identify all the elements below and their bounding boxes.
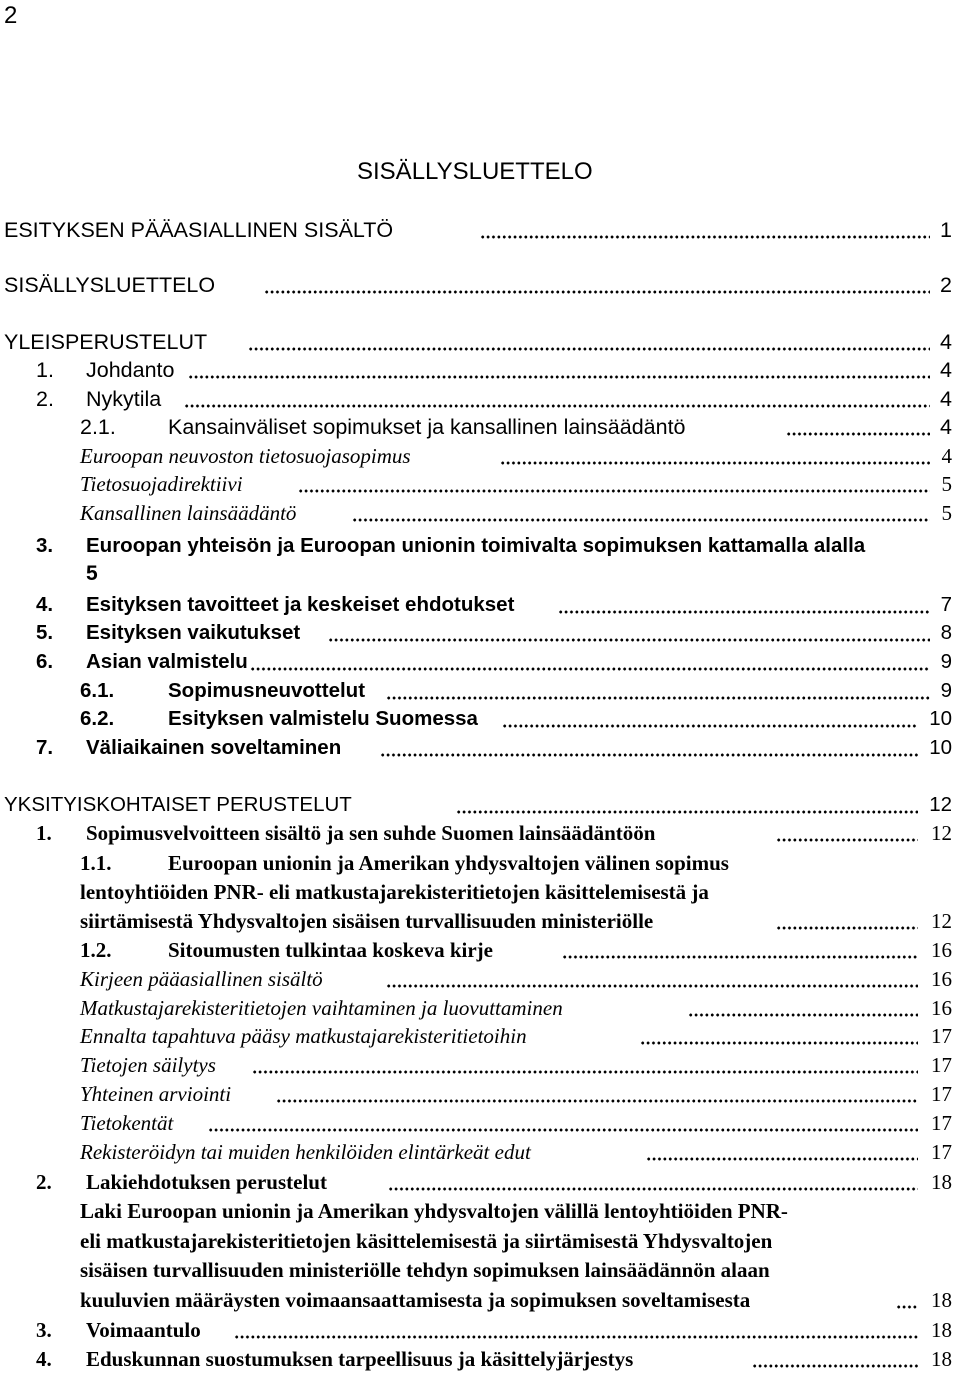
toc-entry [0,1052,960,1078]
toc-entry-page: 18 [931,1347,952,1371]
toc-entry [0,850,960,934]
toc-leader-dots [252,1052,918,1078]
toc-entry-number: 3. [36,1318,52,1342]
toc-entry-page: 9 [940,650,952,673]
toc-entry-page: 18 [931,1170,952,1194]
toc-entry-number: 2. [36,387,54,411]
toc-entry-number: 1. [36,358,54,382]
toc-entry [0,1346,960,1372]
toc-entry-label: Rekisteröidyn tai muiden henkilöiden elintärkeät edut [80,1140,531,1164]
toc-entry-number: 7. [36,736,54,759]
toc-entry-label: Voimaantulo [86,1318,201,1342]
toc-entry-page: 17 [931,1111,952,1135]
toc-leader-dots [380,735,918,761]
toc-entry-page: 16 [931,938,952,962]
toc-leader-dots [386,966,918,992]
toc-entry-page: 12 [929,793,952,816]
toc-leader-dots [646,1139,918,1165]
toc-entry-number: 1. [36,821,52,845]
toc-entry-page: 17 [931,1024,952,1048]
toc-entry [0,706,960,732]
toc-entry-label: Euroopan neuvoston tietosuojasopimus [80,444,411,468]
toc-leader-dots [184,386,930,412]
toc-entry [0,1023,960,1049]
toc-entry-label: Lakiehdotuksen perustelut [86,1170,327,1194]
toc-entry-number: 6. [36,650,54,673]
toc-entry-label: Tietosuojadirektiivi [80,472,243,496]
toc-entry-page: 4 [940,358,952,382]
toc-entry-number: 1.1. [80,851,112,875]
toc-entry-page: 16 [931,967,952,991]
toc-entry [0,386,960,412]
toc-entry-number: 1.2. [80,938,112,962]
toc-leader-dots [500,443,930,469]
toc-entry-number: 2.1. [80,415,116,439]
toc-entry-page: 4 [940,415,952,439]
toc-entry [0,592,960,618]
toc-leader-dots [208,1110,918,1136]
toc-leader-dots [386,678,930,704]
toc-entry [0,620,960,646]
toc-entry [0,1169,960,1195]
toc-entry-label: Sopimusvelvoitteen sisältö ja sen suhde Suomen lainsäädäntöön [86,821,656,845]
toc-entry-number: 4. [36,1347,52,1371]
page-number: 2 [4,2,18,29]
toc-entry [0,1139,960,1165]
toc-entry-number: 5. [36,621,54,644]
toc-entry-page: 17 [931,1140,952,1164]
toc-entry-label: Ennalta tapahtuva pääsy matkustajarekisteritietoihin [80,1024,527,1048]
toc-leader-dots [752,1346,918,1372]
toc-entry-page: 8 [940,621,952,644]
toc-entry [0,1317,960,1343]
toc-entry [0,649,960,675]
toc-leader-dots [248,329,930,355]
toc-entry-number: 4. [36,593,54,616]
toc-leader-dots [776,908,918,934]
toc-entry-label-line3: sisäisen turvallisuuden ministeriölle tehdyn sopimuksen lainsäädännön alaan [80,1258,770,1282]
toc-entry [0,1081,960,1107]
toc-entry-label: Eduskunnan suostumuksen tarpeellisuus ja käsittelyjärjestys [86,1347,634,1371]
toc-entry [0,937,960,963]
toc-leader-dots [250,649,930,675]
toc-entry-label-line2: eli matkustajarekisteritietojen käsittelemisestä ja siirtämisestä Yhdysvaltojen [80,1229,773,1253]
toc-entry-number: 3. [36,534,54,557]
toc-leader-dots [264,272,930,298]
toc-entry [0,995,960,1021]
toc-entry-page: 4 [940,387,952,411]
toc-entry [0,735,960,761]
toc-entry-page: 5 [86,562,98,585]
toc-entry [0,217,960,243]
toc-entry-page: 5 [941,472,952,496]
toc-entry-page: 18 [931,1318,952,1342]
toc-title: SISÄLLYSLUETTELO [357,158,593,185]
toc-entry [0,678,960,704]
toc-entry-page: 7 [940,593,952,616]
toc-entry [0,533,960,589]
toc-entry-label: YKSITYISKOHTAISET PERUSTELUT [4,793,352,816]
toc-entry-page: 10 [929,707,952,730]
toc-entry-label: SISÄLLYSLUETTELO [4,273,216,297]
toc-entry-label: Esityksen vaikutukset [86,621,301,644]
toc-entry-label-line3: siirtämisestä Yhdysvaltojen sisäisen turvallisuuden ministeriölle [80,909,654,933]
toc-entry [0,329,960,355]
toc-leader-dots [456,792,918,818]
toc-entry [0,414,960,440]
toc-entry [0,357,960,383]
toc-leader-dots [688,995,918,1021]
toc-leader-dots [352,500,930,526]
toc-entry-number: 6.1. [80,679,115,702]
toc-entry-page: 4 [941,444,952,468]
toc-entry-label: Matkustajarekisteritietojen vaihtaminen ja luovuttaminen [80,996,563,1020]
toc-entry-label: Kansainväliset sopimukset ja kansallinen lainsäädäntö [168,415,686,439]
toc-entry-label: Nykytila [86,387,162,411]
toc-entry [0,966,960,992]
toc-entry-label: Euroopan unionin ja Amerikan yhdysvaltojen välinen sopimus [168,851,729,875]
toc-leader-dots [562,937,918,963]
toc-entry-page: 16 [931,996,952,1020]
toc-entry-label: ESITYKSEN PÄÄASIALLINEN SISÄLTÖ [4,218,394,242]
toc-leader-dots [502,706,918,732]
toc-entry-label: Tietokentät [80,1111,174,1135]
toc-entry [0,272,960,298]
toc-entry-number: 2. [36,1170,52,1194]
toc-entry-label: Kansallinen lainsäädäntö [80,501,297,525]
toc-entry [0,443,960,469]
toc-entry-number: 6.2. [80,707,115,730]
toc-entry-page: 2 [940,273,952,297]
toc-entry-label: Esityksen valmistelu Suomessa [168,707,478,730]
toc-leader-dots [276,1081,918,1107]
toc-entry [0,500,960,526]
toc-entry [0,792,960,818]
toc-entry-page: 4 [940,330,952,354]
toc-entry-label: Kirjeen pääasiallinen sisältö [80,967,323,991]
toc-entry-label: Sitoumusten tulkintaa koskeva kirje [168,938,493,962]
toc-entry-page: 5 [941,501,952,525]
toc-entry-label: Yhteinen arviointi [80,1082,232,1106]
toc-leader-dots [388,1169,918,1195]
toc-entry-page: 17 [931,1082,952,1106]
toc-entry-label: Laki Euroopan unionin ja Amerikan yhdysvaltojen välillä lentoyhtiöiden PNR- [80,1199,788,1223]
toc-leader-dots [896,1287,918,1313]
toc-entry-page: 10 [929,736,952,759]
toc-leader-dots [640,1023,918,1049]
toc-entry-label: Tietojen säilytys [80,1053,216,1077]
toc-entry-label: Esityksen tavoitteet ja keskeiset ehdotukset [86,593,515,616]
toc-entry [0,820,960,846]
toc-entry [0,1198,960,1314]
toc-entry-page: 12 [931,909,952,933]
toc-entry-label: Johdanto [86,358,175,382]
toc-entry-label: Sopimusneuvottelut [168,679,366,702]
toc-leader-dots [558,592,930,618]
toc-entry-label-line4: kuuluvien määräysten voimaansaattamisesta ja sopimuksen soveltamisesta [80,1288,751,1312]
toc-leader-dots [480,217,930,243]
toc-entry [0,1110,960,1136]
toc-leader-dots [234,1317,918,1343]
toc-leader-dots [786,414,930,440]
toc-entry-page: 12 [931,821,952,845]
toc-entry-page: 9 [940,679,952,702]
toc-entry [0,471,960,497]
toc-entry-label-line2: lentoyhtiöiden PNR- eli matkustajarekisteritietojen käsittelemisestä ja [80,880,709,904]
toc-leader-dots [298,471,930,497]
toc-entry-label: Asian valmistelu [86,650,248,673]
toc-leader-dots [776,820,918,846]
toc-leader-dots [328,620,930,646]
toc-leader-dots [188,357,930,383]
toc-entry-page: 18 [931,1288,952,1312]
toc-entry-page: 17 [931,1053,952,1077]
toc-entry-label: Euroopan yhteisön ja Euroopan unionin toimivalta sopimuksen kattamalla alalla [86,534,866,557]
toc-entry-label: YLEISPERUSTELUT [4,330,208,354]
toc-entry-page: 1 [940,218,952,242]
toc-entry-label: Väliaikainen soveltaminen [86,736,342,759]
